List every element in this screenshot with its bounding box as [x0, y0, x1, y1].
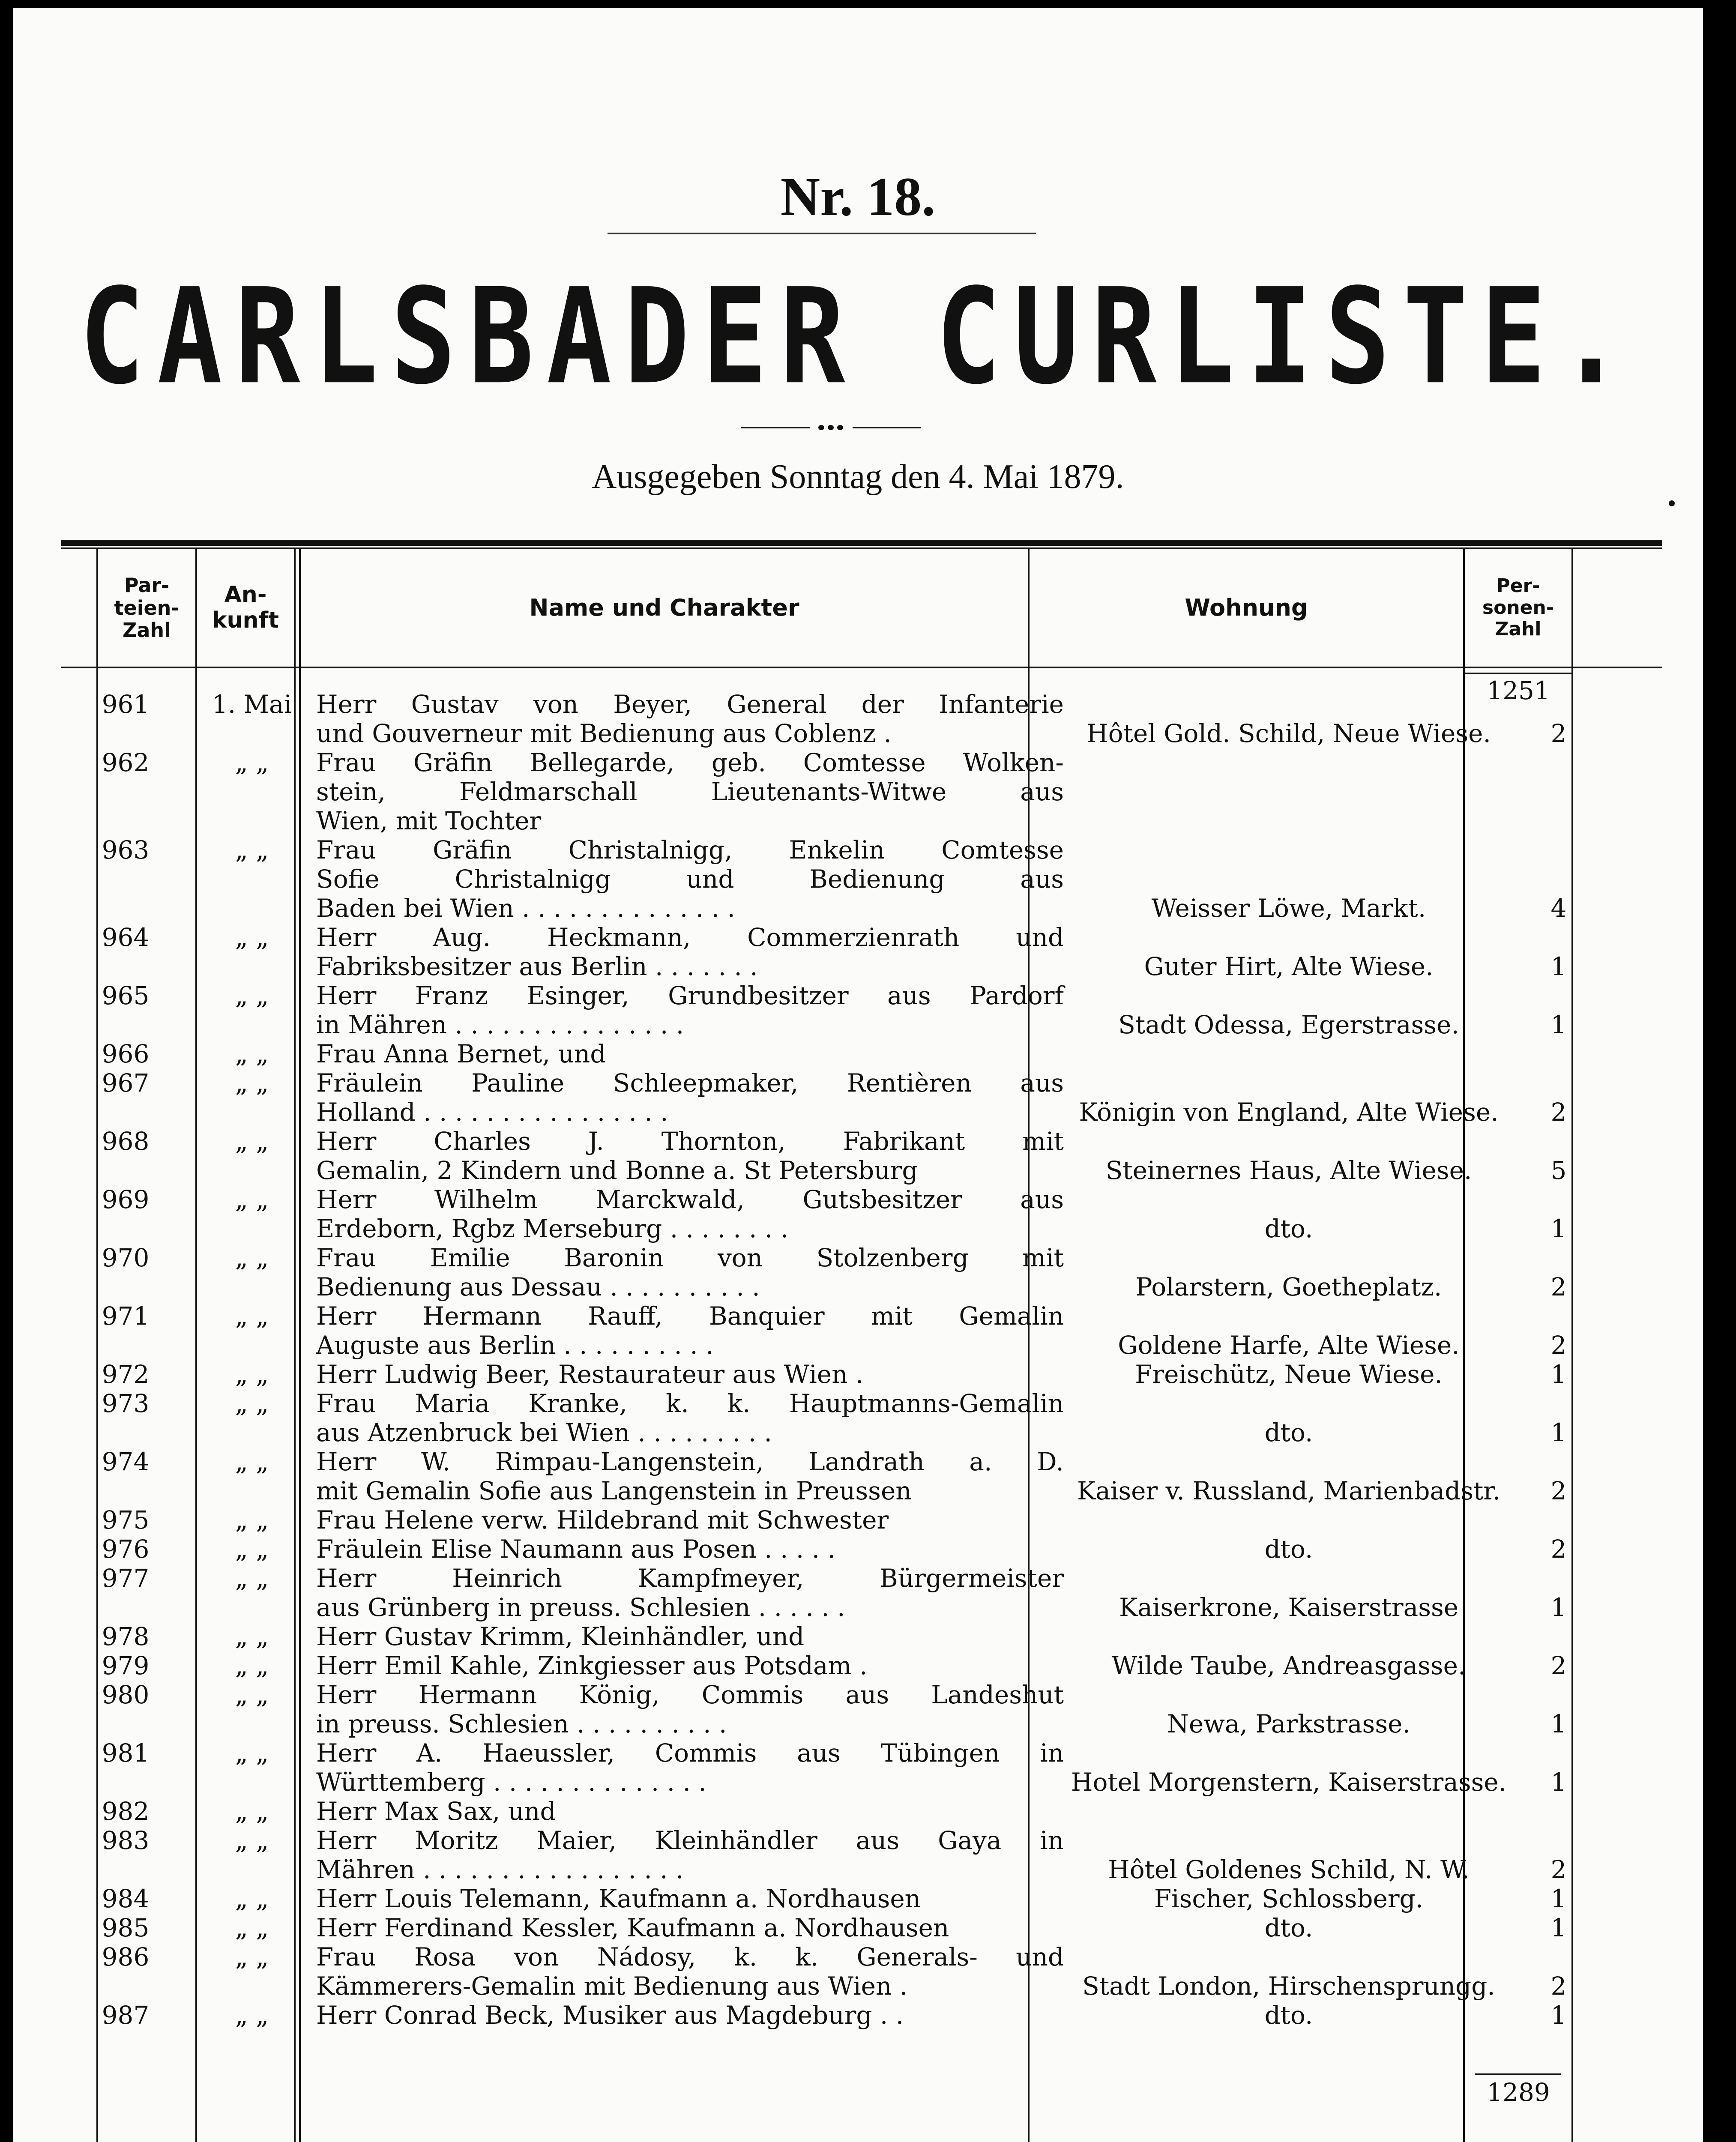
guest-text-line: Herr Gustav von Beyer, General der Infanterie: [316, 690, 1064, 719]
party-number: 977: [102, 1564, 150, 1593]
ornament-divider: [741, 423, 921, 432]
party-number: 963: [102, 835, 150, 865]
person-count: 2: [1550, 1331, 1567, 1360]
guest-text-line: Erdeborn, Rgbz Merseburg . . . . . . . .: [316, 1214, 789, 1243]
table-top-rule: [61, 540, 1662, 546]
person-count: 1: [1550, 1709, 1567, 1738]
person-count: 2: [1550, 1535, 1567, 1564]
table-row: [61, 835, 1662, 923]
guest-name-character: [316, 923, 1064, 981]
party-number: 982: [102, 1797, 150, 1826]
lodging: Königin von England, Alte Wiese.: [1079, 1098, 1499, 1127]
table-row: [61, 690, 1662, 748]
header-personen: Per- sonen- Zahl: [1482, 575, 1554, 640]
party-number: 984: [102, 1884, 150, 1913]
arrival-date: „ „: [235, 1797, 269, 1826]
guest-text-line: Herr Max Sax, und: [316, 1797, 556, 1826]
guest-text-line: Herr Aug. Heckmann, Commerzienrath und: [316, 923, 1064, 952]
person-count: 1: [1550, 2001, 1567, 2030]
guest-name-character: [316, 1680, 1064, 1738]
guest-name-character: [316, 1068, 1064, 1127]
lodging: Newa, Parkstrasse.: [1167, 1709, 1410, 1738]
party-number: 981: [102, 1738, 150, 1768]
arrival-date: „ „: [235, 1243, 269, 1272]
guest-list-table: [61, 540, 1662, 2142]
party-number: 961: [102, 690, 150, 719]
person-count: 2: [1550, 1855, 1567, 1884]
arrival-date: „ „: [235, 1039, 269, 1068]
party-number: 971: [102, 1301, 150, 1331]
arrival-date: „ „: [235, 1913, 269, 1942]
arrival-date: „ „: [235, 1389, 269, 1418]
table-row: [61, 1243, 1662, 1301]
title-divider: [608, 233, 1036, 234]
table-row: [61, 1942, 1662, 2001]
lodging: dto.: [1264, 1214, 1313, 1243]
party-number: 967: [102, 1068, 150, 1098]
guest-name-character: [316, 1942, 1064, 2001]
guest-name-character: [316, 1447, 1064, 1505]
issue-date-line: Ausgegeben Sonntag den 4. Mai 1879.: [592, 458, 1124, 496]
person-count: 1: [1550, 1418, 1567, 1447]
guest-text-line: Herr Louis Telemann, Kaufmann a. Nordhausen: [316, 1884, 921, 1913]
guest-name-character: [316, 1884, 1064, 1913]
lodging: Kaiserkrone, Kaiserstrasse: [1119, 1593, 1459, 1622]
guest-name-character: [316, 748, 1064, 835]
table-row: [61, 2001, 1662, 2030]
table-row: [61, 1913, 1662, 1942]
guest-name-character: [316, 835, 1064, 923]
guest-text-line: Frau Rosa von Nádosy, k. k. Generals- und: [316, 1942, 1064, 1971]
table-row: [61, 1680, 1662, 1738]
guest-text-line: Herr Ferdinand Kessler, Kaufmann a. Nordhausen: [316, 1913, 949, 1942]
guest-name-character: [316, 1360, 1064, 1389]
arrival-date: „ „: [235, 1127, 269, 1156]
party-number: 970: [102, 1243, 150, 1272]
arrival-date: „ „: [235, 1360, 269, 1389]
arrival-date: „ „: [235, 1942, 269, 1971]
guest-name-character: [316, 981, 1064, 1039]
arrival-date: „ „: [235, 923, 269, 952]
lodging: Wilde Taube, Andreasgasse.: [1111, 1651, 1466, 1680]
guest-text-line: Mähren . . . . . . . . . . . . . . . . .: [316, 1855, 684, 1884]
guest-text-line: Fabriksbesitzer aus Berlin . . . . . . .: [316, 952, 758, 981]
table-row: [61, 1622, 1662, 1651]
lodging: Stadt London, Hirschensprungg.: [1082, 1971, 1495, 2001]
table-row: [61, 1797, 1662, 1826]
guest-name-character: [316, 1505, 1064, 1535]
party-number: 985: [102, 1913, 150, 1942]
guest-text-line: in Mähren . . . . . . . . . . . . . . .: [316, 1010, 684, 1039]
arrival-date: „ „: [235, 1505, 269, 1535]
arrival-date: 1. Mai: [212, 690, 292, 719]
guest-text-line: Herr Gustav Krimm, Kleinhändler, und: [316, 1622, 805, 1651]
person-count: 1: [1550, 1360, 1567, 1389]
header-partei: Par- teien- Zahl: [114, 573, 180, 642]
guest-text-line: Herr Emil Kahle, Zinkgiesser aus Potsdam .: [316, 1651, 868, 1680]
guest-name-character: [316, 1651, 1064, 1680]
guest-text-line: Herr Franz Esinger, Grundbesitzer aus Pardorf: [316, 981, 1064, 1010]
person-count: 1: [1550, 1214, 1567, 1243]
guest-text-line: Frau Gräfin Christalnigg, Enkelin Comtesse: [316, 835, 1064, 865]
arrival-date: „ „: [235, 1651, 269, 1680]
lodging: Hotel Morgenstern, Kaiserstrasse.: [1071, 1768, 1507, 1797]
table-row: [61, 748, 1662, 835]
guest-text-line: Herr Conrad Beck, Musiker aus Magdeburg . .: [316, 2001, 904, 2030]
lodging: dto.: [1264, 1418, 1313, 1447]
guest-name-character: [316, 1243, 1064, 1301]
guest-name-character: [316, 1039, 1064, 1068]
person-count: 2: [1550, 1476, 1567, 1505]
guest-text-line: Wien, mit Tochter: [316, 806, 542, 835]
person-count: 4: [1550, 894, 1567, 923]
table-row: [61, 923, 1662, 981]
lodging: Hôtel Gold. Schild, Neue Wiese.: [1086, 719, 1491, 748]
lodging: Fischer, Schlossberg.: [1154, 1884, 1424, 1913]
arrival-date: „ „: [235, 981, 269, 1010]
guest-text-line: aus Atzenbruck bei Wien . . . . . . . . .: [316, 1418, 772, 1447]
arrival-date: „ „: [235, 1535, 269, 1564]
table-row: [61, 1884, 1662, 1913]
lodging: Goldene Harfe, Alte Wiese.: [1118, 1331, 1460, 1360]
header-ankunft: An- kunft: [212, 582, 279, 633]
guest-name-character: [316, 1389, 1064, 1447]
arrival-date: „ „: [235, 1301, 269, 1331]
arrival-date: „ „: [235, 1884, 269, 1913]
arrival-date: „ „: [235, 1564, 269, 1593]
party-number: 979: [102, 1651, 150, 1680]
party-number: 973: [102, 1389, 150, 1418]
party-number: 975: [102, 1505, 150, 1535]
arrival-date: „ „: [235, 1447, 269, 1476]
guest-text-line: Fräulein Pauline Schleepmaker, Rentièren aus: [316, 1068, 1064, 1098]
masthead-title: CARLSBADER CURLISTE.: [79, 260, 1637, 414]
guest-name-character: [316, 1738, 1064, 1797]
party-number: 978: [102, 1622, 150, 1651]
person-count: 2: [1550, 719, 1567, 748]
party-number: 972: [102, 1360, 150, 1389]
guest-text-line: Herr W. Rimpau-Langenstein, Landrath a. D.: [316, 1447, 1064, 1476]
person-count: 2: [1550, 1651, 1567, 1680]
lodging: dto.: [1264, 2001, 1313, 2030]
guest-text-line: Frau Helene verw. Hildebrand mit Schwester: [316, 1505, 889, 1535]
lodging: Polarstern, Goetheplatz.: [1135, 1272, 1442, 1301]
table-row: [61, 1360, 1662, 1389]
lodging: Kaiser v. Russland, Marienbadstr.: [1077, 1476, 1501, 1505]
arrival-date: „ „: [235, 1680, 269, 1709]
party-number: 968: [102, 1127, 150, 1156]
party-number: 974: [102, 1447, 150, 1476]
guest-text-line: Herr Moritz Maier, Kleinhändler aus Gaya in: [316, 1826, 1064, 1855]
guest-text-line: Kämmerers-Gemalin mit Bedienung aus Wien .: [316, 1971, 908, 2001]
guest-text-line: Sofie Christalnigg und Bedienung aus: [316, 865, 1064, 894]
party-number: 983: [102, 1826, 150, 1855]
party-number: 976: [102, 1535, 150, 1564]
person-count: 1: [1550, 1884, 1567, 1913]
ink-speck: [1669, 500, 1675, 506]
table-row: [61, 1651, 1662, 1680]
lodging: Hôtel Goldenes Schild, N. W.: [1108, 1855, 1470, 1884]
guest-text-line: Herr A. Haeussler, Commis aus Tübingen in: [316, 1738, 1064, 1768]
guest-text-line: Herr Heinrich Kampfmeyer, Bürgermeister: [316, 1564, 1064, 1593]
guest-text-line: und Gouverneur mit Bedienung aus Coblenz .: [316, 719, 892, 748]
table-row: [61, 1738, 1662, 1797]
guest-text-line: aus Grünberg in preuss. Schlesien . . . . . .: [316, 1593, 845, 1622]
party-number: 969: [102, 1185, 150, 1214]
party-number: 965: [102, 981, 150, 1010]
guest-text-line: Baden bei Wien . . . . . . . . . . . . . .: [316, 894, 735, 923]
guest-text-line: Herr Hermann König, Commis aus Landeshut: [316, 1680, 1064, 1709]
person-count: 1: [1550, 1768, 1567, 1797]
guest-name-character: [316, 1185, 1064, 1243]
guest-text-line: mit Gemalin Sofie aus Langenstein in Preussen: [316, 1476, 912, 1505]
person-count: 1: [1550, 1593, 1567, 1622]
table-row: [61, 1535, 1662, 1564]
lodging: Weisser Löwe, Markt.: [1151, 894, 1426, 923]
table-row: [61, 1826, 1662, 1884]
guest-name-character: [316, 1535, 1064, 1564]
issue-number: Nr. 18.: [780, 166, 936, 227]
party-number: 987: [102, 2001, 150, 2030]
party-number: 962: [102, 748, 150, 777]
party-number: 964: [102, 923, 150, 952]
person-count: 1: [1550, 952, 1567, 981]
table-row: [61, 1127, 1662, 1185]
guest-text-line: Fräulein Elise Naumann aus Posen . . . . .: [316, 1535, 836, 1564]
lodging: dto.: [1264, 1913, 1313, 1942]
arrival-date: „ „: [235, 748, 269, 777]
person-count: 2: [1550, 1971, 1567, 2001]
guest-text-line: Frau Emilie Baronin von Stolzenberg mit: [316, 1243, 1064, 1272]
guest-name-character: [316, 1564, 1064, 1622]
table-row: [61, 1039, 1662, 1068]
table-row: [61, 1447, 1662, 1505]
guest-name-character: [316, 2001, 1064, 2030]
guest-name-character: [316, 1797, 1064, 1826]
arrival-date: „ „: [235, 1738, 269, 1768]
lodging: Freischütz, Neue Wiese.: [1135, 1360, 1443, 1389]
sum-rule: [1475, 2073, 1561, 2075]
guest-text-line: Herr Wilhelm Marckwald, Gutsbesitzer aus: [316, 1185, 1064, 1214]
party-number: 980: [102, 1680, 150, 1709]
person-count: 2: [1550, 1272, 1567, 1301]
header-bottom-rule: [61, 667, 1662, 668]
guest-text-line: Württemberg . . . . . . . . . . . . . .: [316, 1768, 706, 1797]
guest-name-character: [316, 1826, 1064, 1884]
guest-text-line: Auguste aus Berlin . . . . . . . . . .: [316, 1331, 714, 1360]
newspaper-page: [13, 8, 1703, 2142]
carried-total: 1251: [1487, 676, 1550, 705]
header-wohnung: Wohnung: [1185, 594, 1308, 621]
guest-text-line: Herr Ludwig Beer, Restaurateur aus Wien .: [316, 1360, 864, 1389]
table-row: [61, 1301, 1662, 1360]
table-row: [61, 1564, 1662, 1622]
guest-text-line: Frau Anna Bernet, und: [316, 1039, 606, 1068]
guest-text-line: Bedienung aus Dessau . . . . . . . . . .: [316, 1272, 760, 1301]
guest-text-line: Holland . . . . . . . . . . . . . . . .: [316, 1098, 668, 1127]
lodging: Steinernes Haus, Alte Wiese.: [1105, 1156, 1472, 1185]
guest-name-character: [316, 1913, 1064, 1942]
final-total: 1289: [1487, 2078, 1550, 2107]
lodging: Stadt Odessa, Egerstrasse.: [1118, 1010, 1459, 1039]
person-count: 5: [1550, 1156, 1567, 1185]
table-row: [61, 1185, 1662, 1243]
guest-name-character: [316, 1127, 1064, 1185]
guest-name-character: [316, 1301, 1064, 1360]
table-row: [61, 981, 1662, 1039]
guest-text-line: Herr Charles J. Thornton, Fabrikant mit: [316, 1127, 1064, 1156]
person-count: 1: [1550, 1913, 1567, 1942]
party-number: 966: [102, 1039, 150, 1068]
party-number: 986: [102, 1942, 150, 1971]
carried-total-rule: [1465, 673, 1571, 674]
guest-name-character: [316, 1622, 1064, 1651]
arrival-date: „ „: [235, 835, 269, 865]
arrival-date: „ „: [235, 1622, 269, 1651]
arrival-date: „ „: [235, 1826, 269, 1855]
guest-text-line: Herr Hermann Rauff, Banquier mit Gemalin: [316, 1301, 1064, 1331]
header-name: Name und Charakter: [529, 594, 799, 621]
table-row: [61, 1389, 1662, 1447]
guest-text-line: stein, Feldmarschall Lieutenants-Witwe aus: [316, 777, 1064, 806]
lodging: Guter Hirt, Alte Wiese.: [1144, 952, 1434, 981]
table-row: [61, 1068, 1662, 1127]
arrival-date: „ „: [235, 1068, 269, 1098]
guest-text-line: Frau Gräfin Bellegarde, geb. Comtesse Wolken-: [316, 748, 1064, 777]
arrival-date: „ „: [235, 2001, 269, 2030]
table-row: [61, 1505, 1662, 1535]
lodging: dto.: [1264, 1535, 1313, 1564]
guest-text-line: Gemalin, 2 Kindern und Bonne a. St Petersburg: [316, 1156, 918, 1185]
guest-text-line: Frau Maria Kranke, k. k. Hauptmanns-Gemalin: [316, 1389, 1064, 1418]
arrival-date: „ „: [235, 1185, 269, 1214]
guest-text-line: in preuss. Schlesien . . . . . . . . . .: [316, 1709, 727, 1738]
person-count: 2: [1550, 1098, 1567, 1127]
person-count: 1: [1550, 1010, 1567, 1039]
guest-name-character: [316, 690, 1064, 748]
